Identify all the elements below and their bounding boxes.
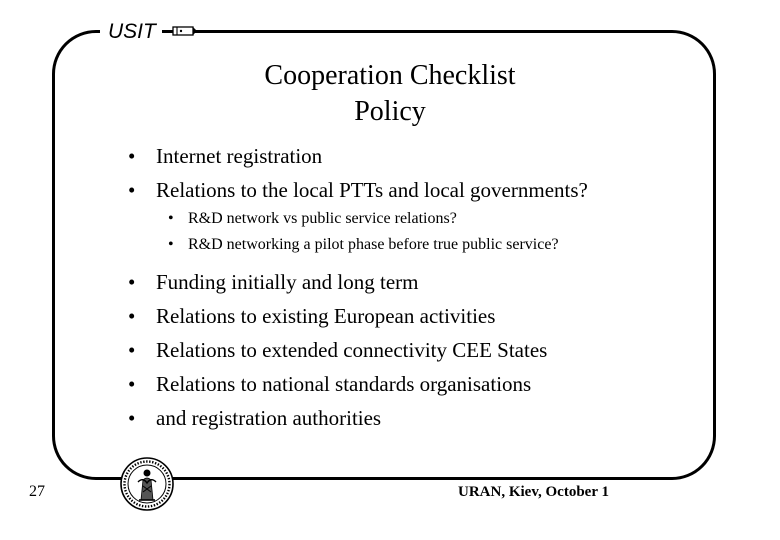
title-line-2: Policy: [354, 96, 426, 127]
title-line-1: Cooperation Checklist: [264, 60, 516, 91]
page-number: 27: [29, 483, 45, 500]
bullet-list-top: [126, 139, 588, 207]
bullet-item: • Relations to the local PTTs and local governments?: [126, 173, 588, 207]
bullet-item: • and registration authorities: [126, 401, 547, 435]
pen-icon: [172, 24, 198, 38]
bullet-item: • Internet registration: [126, 139, 588, 173]
sub-bullet-list: [168, 206, 559, 258]
bullet-item: • Funding initially and long term: [126, 265, 547, 299]
sub-bullet-item: • R&D networking a pilot phase before true public service?: [168, 232, 559, 258]
footer-text: URAN, Kiev, October 1: [458, 484, 609, 500]
bullet-list-bottom: [126, 265, 547, 435]
bullet-item: • Relations to national standards organisations: [126, 367, 547, 401]
header-logo-text: USIT: [100, 18, 162, 46]
bullet-item: • Relations to extended connectivity CEE States: [126, 333, 547, 367]
slide-title: [200, 58, 580, 130]
university-seal-icon: [119, 456, 175, 512]
sub-bullet-item: • R&D network vs public service relations?: [168, 206, 559, 232]
bullet-item: • Relations to existing European activities: [126, 299, 547, 333]
